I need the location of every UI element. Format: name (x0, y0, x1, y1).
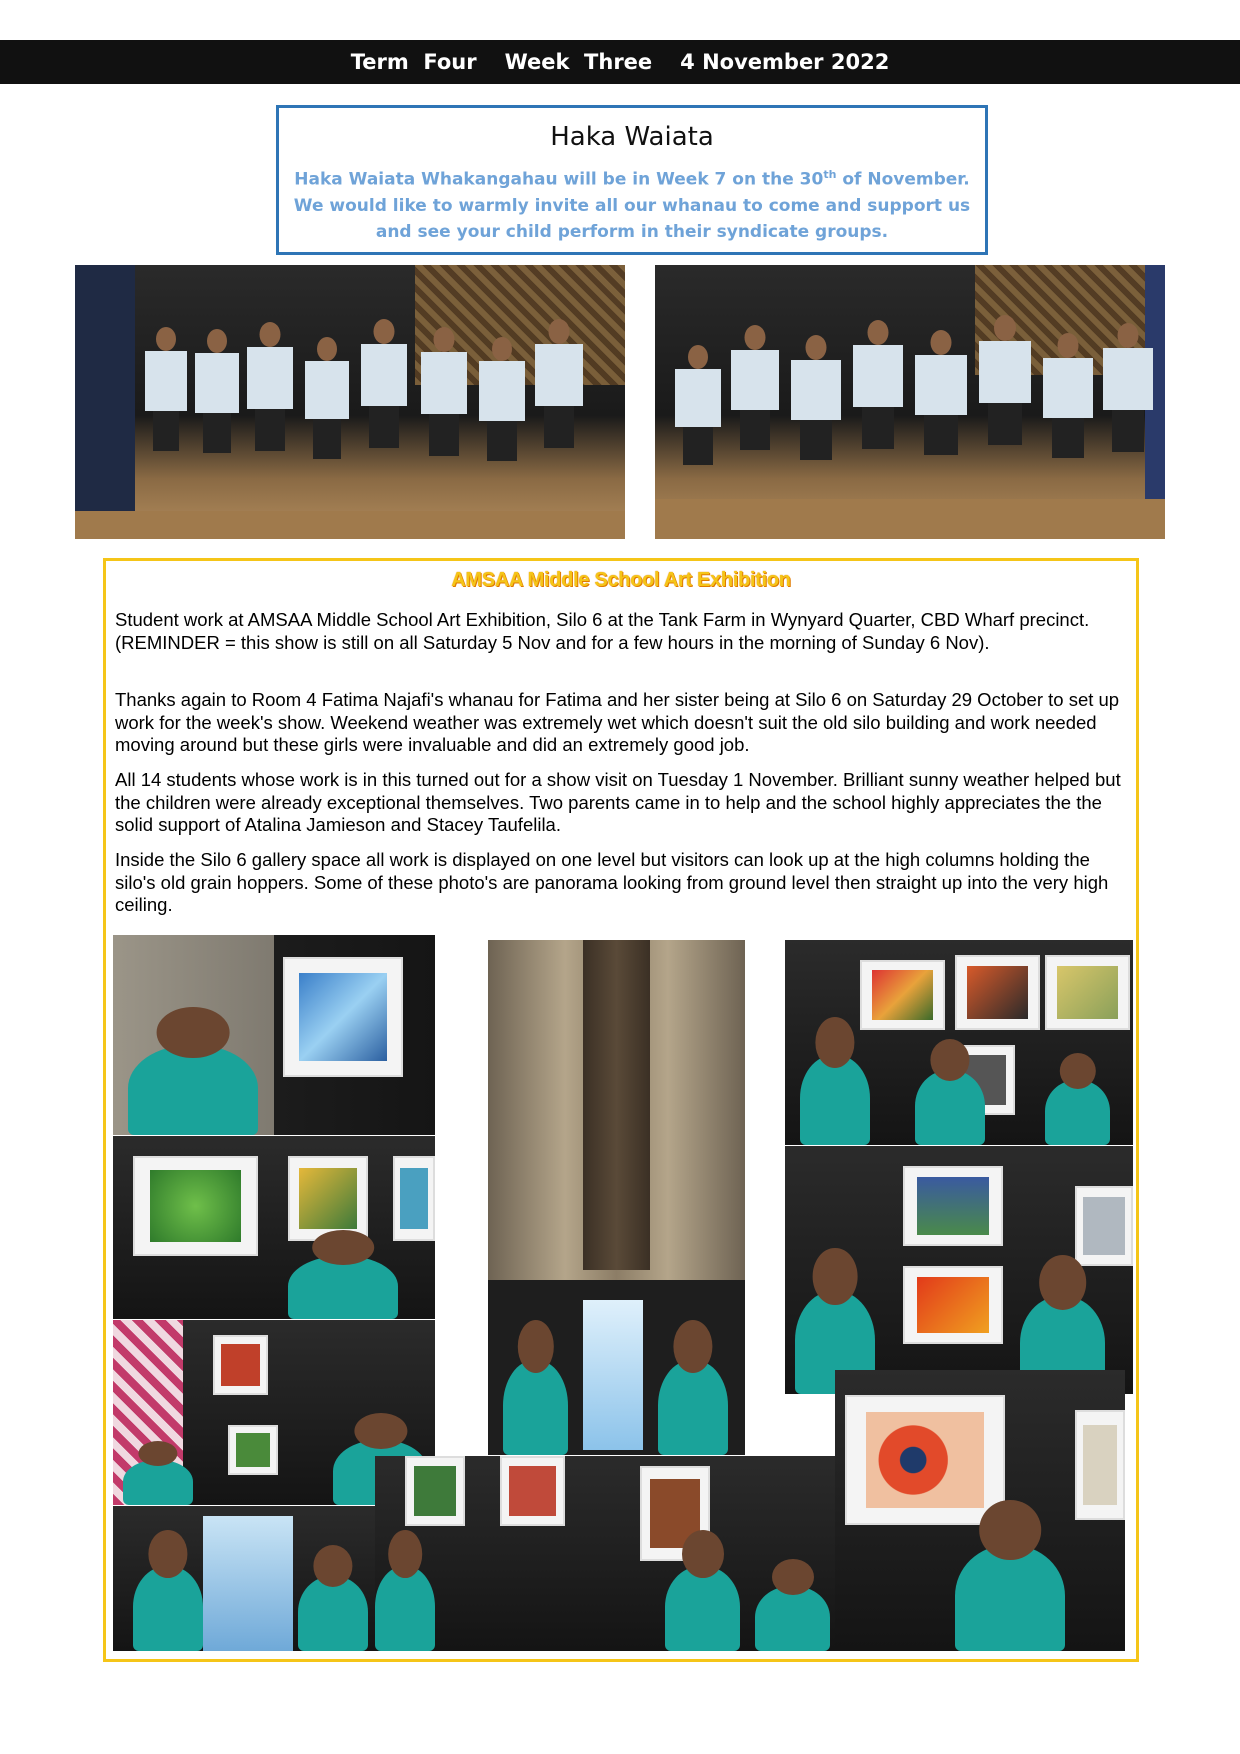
haka-text (293, 162, 971, 245)
collage-photo-student-2 (113, 1136, 435, 1319)
art-paragraph-2: Thanks again to Room 4 Fatima Najafi's whanau for Fatima and her sister being at Silo 6 on Saturday 29 October to set up work for the week's show. Weekend weather was extremely wet which doesn't suit the old silo building and work needed moving around but these girls were invaluable and did an extremely good job. (115, 689, 1120, 755)
art-exhibition-title: AMSAA Middle School Art Exhibition (451, 569, 791, 591)
haka-text-sup: th (823, 168, 837, 181)
haka-waiata-notice (276, 105, 988, 255)
haka-text-part2: of November. We would like to warmly invite all our whanau to come and support us and see your child perform in their syndicate groups. (293, 169, 971, 242)
haka-photo-left (75, 265, 625, 539)
collage-photo-student-6 (785, 1146, 1133, 1394)
collage-photo-student-group (375, 1456, 835, 1651)
week-label: Week Three (504, 50, 653, 74)
art-paragraph-3: All 14 students whose work is in this turned out for a show visit on Tuesday 1 November. Brilliant sunny weather helped but the children were already exceptional themselves. Two parents came in to help and the school highly appreciates the the solid support of Atalina Jamieson and Stacey Taufelila. (115, 769, 1121, 835)
newsletter-header (0, 40, 1240, 84)
performers-left (135, 317, 615, 517)
collage-photo-student-5 (785, 940, 1133, 1145)
collage-photo-silo-interior (488, 940, 745, 1455)
performers-right (665, 305, 1155, 505)
haka-title: Haka Waiata (550, 122, 714, 152)
collage-photo-student-4 (113, 1506, 375, 1651)
term-label: Term Four (350, 50, 477, 74)
date-label: 4 November 2022 (680, 50, 890, 74)
art-paragraph-4: Inside the Silo 6 gallery space all work is displayed on one level but visitors can look up at the high columns holding the silo's old grain hoppers. Some of these photo's are panorama looking from ground level then straight up into the very high ceiling. (115, 849, 1109, 915)
collage-photo-student-1 (113, 935, 435, 1135)
haka-text-part1: Haka Waiata Whakangahau will be in Week 7 on the 30 (294, 169, 824, 190)
haka-photo-right (655, 265, 1165, 539)
collage-photo-student-7 (835, 1370, 1125, 1651)
art-paragraph-1: Student work at AMSAA Middle School Art Exhibition, Silo 6 at the Tank Farm in Wynyard Quarter, CBD Wharf precinct. (REMINDER = this show is still on all Saturday 5 Nov and for a few hours in the morning of Sunday 6 Nov). (115, 609, 1090, 653)
